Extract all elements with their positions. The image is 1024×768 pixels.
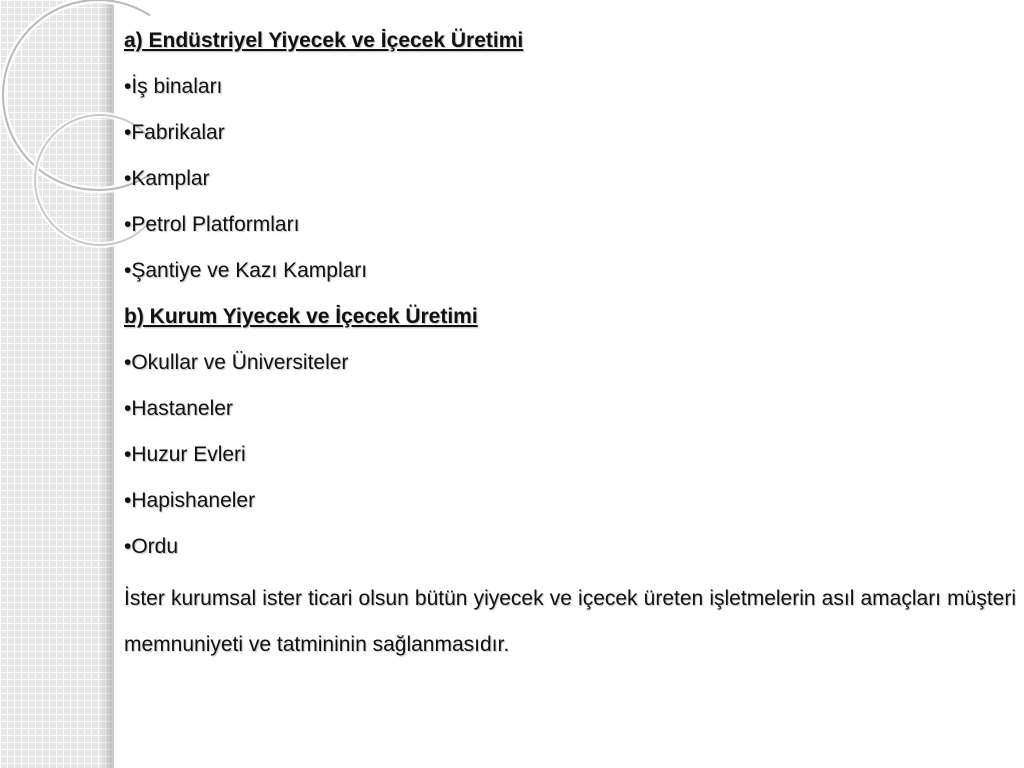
list-item: •Hastaneler	[124, 397, 233, 420]
summary-paragraph: İster kurumsal ister ticari olsun bütün yiyecek ve içecek üreten işletmelerin asıl amaçları müşteri memnuniyeti ve tatmininin sağlanmasıdır.	[124, 587, 1016, 656]
list-item: •Şantiye ve Kazı Kampları	[124, 259, 368, 282]
list-item: •Huzur Evleri	[124, 443, 246, 466]
list-item: •Hapishaneler	[124, 489, 256, 512]
heading-institutional: b) Kurum Yiyecek ve İçecek Üretimi	[124, 305, 478, 328]
list-item: •Petrol Platformları	[124, 213, 300, 236]
heading-industrial: a) Endüstriyel Yiyecek ve İçecek Üretimi	[124, 29, 524, 52]
list-item: •Ordu	[124, 535, 179, 558]
list-item: •Okullar ve Üniversiteler	[124, 351, 349, 374]
list-item: •Fabrikalar	[124, 121, 225, 144]
list-item: •Kamplar	[124, 167, 210, 190]
list-item: •İş binaları	[124, 75, 223, 98]
slide-content	[124, 18, 1016, 668]
